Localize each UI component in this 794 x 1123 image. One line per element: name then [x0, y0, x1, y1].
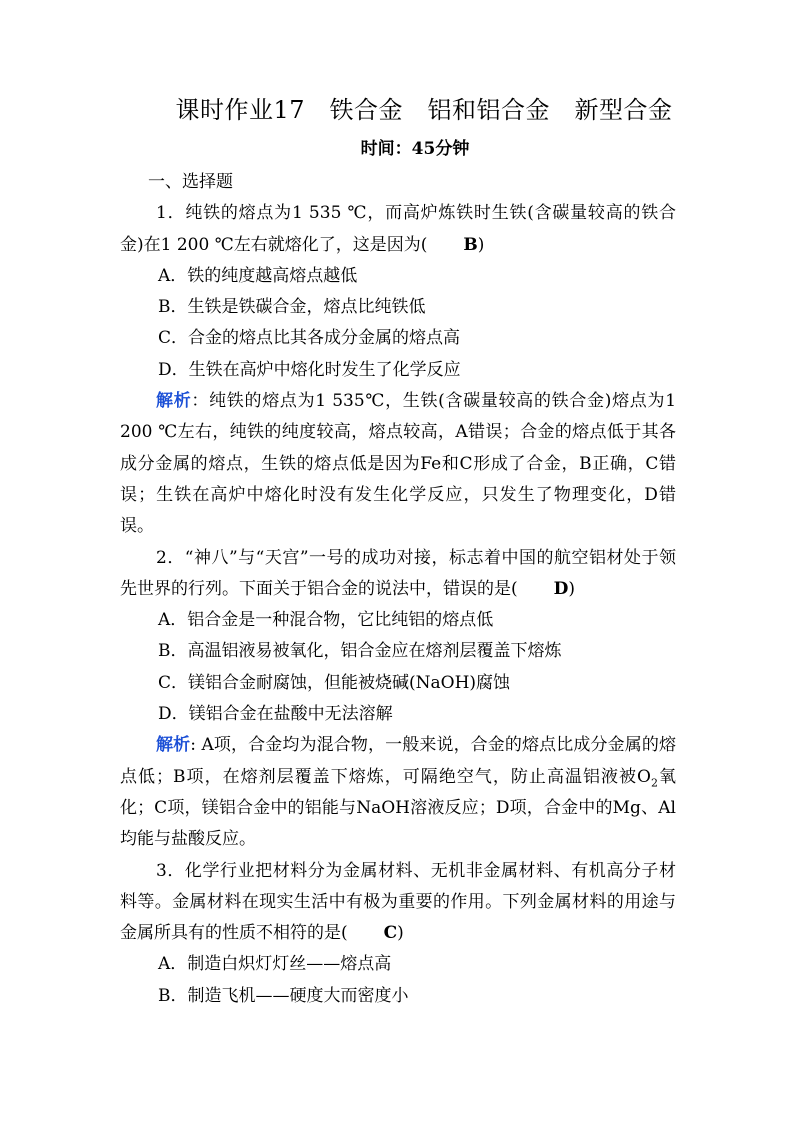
explanation-label: 解析: [156, 735, 191, 756]
question-2-option-c: C．镁铝合金耐腐蚀，但能被烧碱(NaOH)腐蚀: [158, 672, 511, 693]
question-3-option-a: A．制造白炽灯灯丝——熔点高: [158, 954, 392, 975]
page-title: 课时作业17 铁合金 铝和铝合金 新型合金: [175, 96, 673, 124]
section-heading: 一、选择题: [148, 172, 233, 192]
question-2-stem: 2．“神八”与“天宫”一号的成功对接，标志着中国的航空铝材处于领先世界的行列。下面关于铝合金的说法中，错误的是( D): [120, 543, 676, 606]
question-2-answer: D: [553, 578, 569, 599]
question-3-stem: 3．化学行业把材料分为金属材料、无机非金属材料、有机高分子材料等。金属材料在现实生活中有极为重要的作用。下列金属材料的用途与金属所具有的性质不相符的是( C): [120, 856, 676, 950]
question-2-option-a: A．铝合金是一种混合物，它比纯铝的熔点低: [158, 610, 494, 631]
question-1-option-c: C．合金的熔点比其各成分金属的熔点高: [158, 328, 461, 349]
question-3-option-b: B．制造飞机——硬度大而密度小: [158, 985, 409, 1006]
time-limit: 时间：45分钟: [360, 139, 470, 159]
question-1-option-a: A．铁的纯度越高熔点越低: [158, 265, 358, 286]
question-1-option-d: D．生铁在高炉中熔化时发生了化学反应: [158, 359, 461, 380]
question-1-option-b: B．生铁是铁碳合金，熔点比纯铁低: [158, 297, 426, 318]
question-1-answer: B: [463, 234, 478, 255]
question-2-option-b: B．高温铝液易被氧化，铝合金应在熔剂层覆盖下熔炼: [158, 641, 562, 662]
explanation-label: 解析: [156, 391, 192, 412]
question-2-explanation: 解析: A项，合金均为混合物，一般来说，合金的熔点比成分金属的熔点低；B项，在熔剂层覆盖下熔炼，可隔绝空气，防止高温铝液被$O_2$氧化；C项，镁铝合金中的铝能与NaOH溶液反应；D项，合金中的Mg、Al均能与盐酸反应。: [120, 735, 677, 850]
question-content: [120, 167, 676, 1012]
question-1-explanation: 解析：纯铁的熔点为1 535℃，生铁(含碳量较高的铁合金)熔点为1 200 ℃左右，纯铁的纯度较高，熔点较高，A错误；合金的熔点低于其各成分金属的熔点，生铁的熔点低是因为Fe和C形成了合金，B正确，C错误；生铁在高炉中熔化时没有发生化学反应，只发生了物理变化，D错误。: [120, 391, 677, 537]
question-1-stem: 1．纯铁的熔点为1 535 ℃，而高炉炼铁时生铁(含碳量较高的铁合金)在1 200 ℃左右就熔化了，这是因为( B): [120, 198, 676, 261]
question-2-option-d: D．镁铝合金在盐酸中无法溶解: [158, 704, 393, 725]
question-3-answer: C: [383, 923, 398, 944]
